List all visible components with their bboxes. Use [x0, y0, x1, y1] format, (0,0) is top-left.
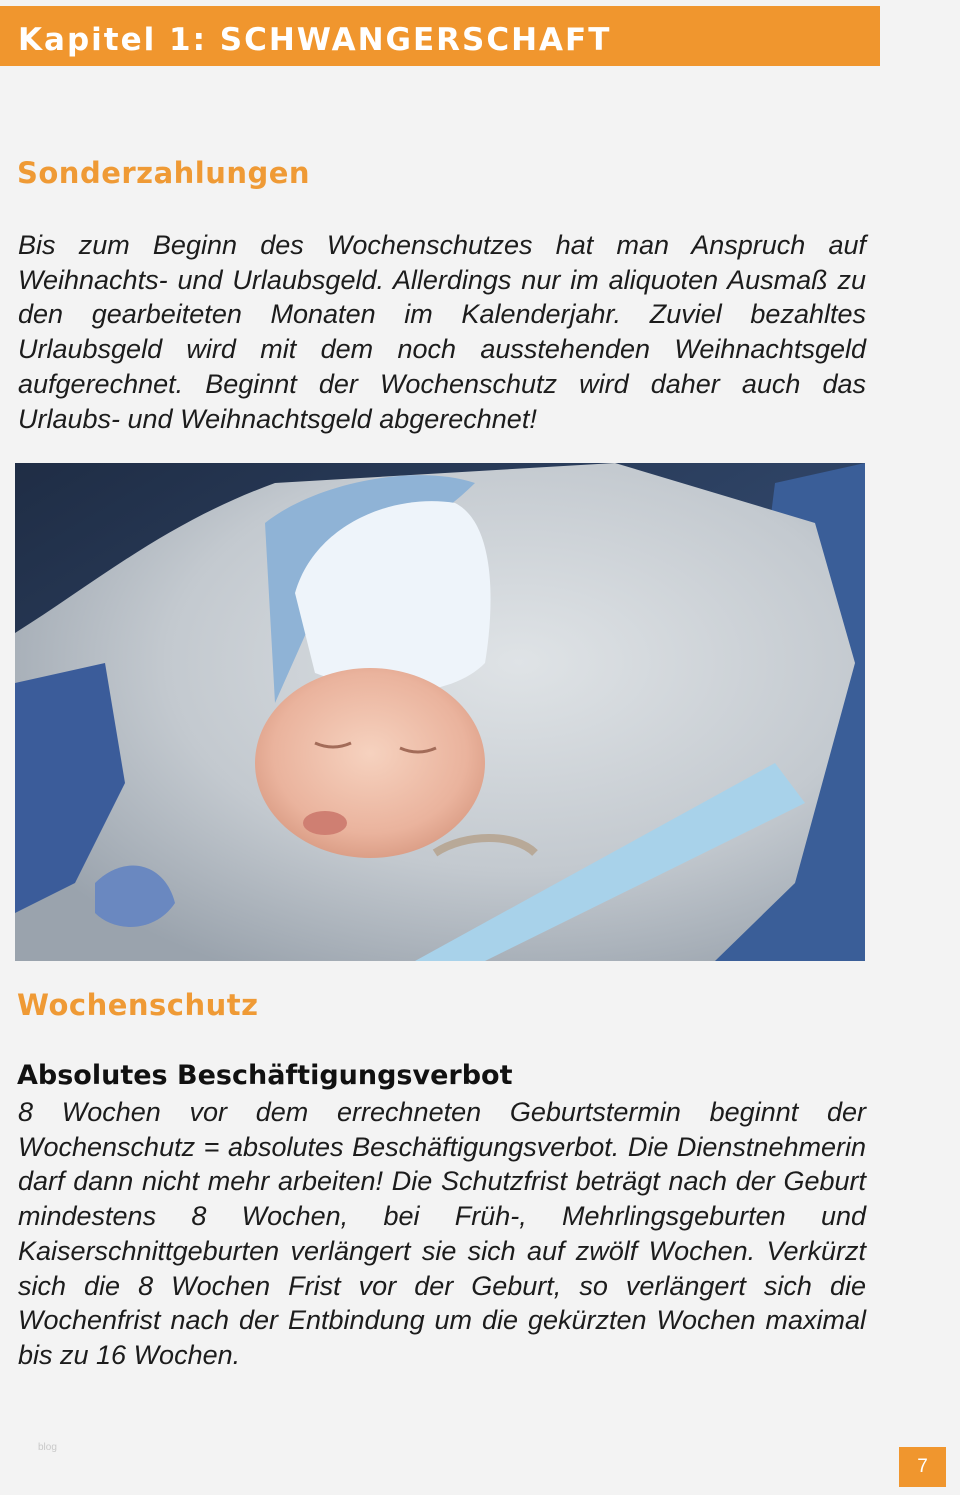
paragraph-sonderzahlungen: Bis zum Beginn des Wochenschutzes hat man Anspruch auf Weihnachts- und Urlaubsgeld. Allerdings nur im aliquoten Ausmaß zu den gearbeiteten Monaten im Kalenderjahr. Zuviel bezahltes Urlaubsgeld wird mit dem noch ausstehenden Weihnachtsgeld aufgerechnet. Beginnt der Wochenschutz wird daher auch das Urlaubs- und Weihnachtsgeld abgerechnet!: [18, 230, 866, 434]
watermark-text: blog: [38, 1442, 57, 1453]
subheading-beschaeftigungsverbot: Absolutes Beschäftigungsverbot: [17, 1060, 513, 1091]
section-heading-wochenschutz: Wochenschutz: [17, 988, 259, 1022]
chapter-title: Kapitel 1: SCHWANGERSCHAFT: [18, 22, 612, 58]
chapter-header-bar: [0, 6, 880, 66]
page-number: 7: [899, 1447, 946, 1487]
section-heading-sonderzahlungen: Sonderzahlungen: [17, 156, 311, 190]
paragraph-wochenschutz: 8 Wochen vor dem errechneten Geburtstermin beginnt der Wochenschutz = absolutes Beschäftigungsverbot. Die Dienstnehmerin darf dann nicht mehr arbeiten! Die Schutzfrist beträgt nach der Geburt mindestens 8 Wochen, bei Früh-, Mehrlingsgeburten und Kaiserschnittgeburten verlängert sie sich auf zwölf Wochen. Verkürzt sich die 8 Wochen Frist vor der Geburt, so verlängert sich die Wochenfrist nach der Entbindung um die gekürzten Wochen maximal bis zu 16 Wochen.: [18, 1097, 866, 1370]
baby-photo: [15, 463, 865, 961]
